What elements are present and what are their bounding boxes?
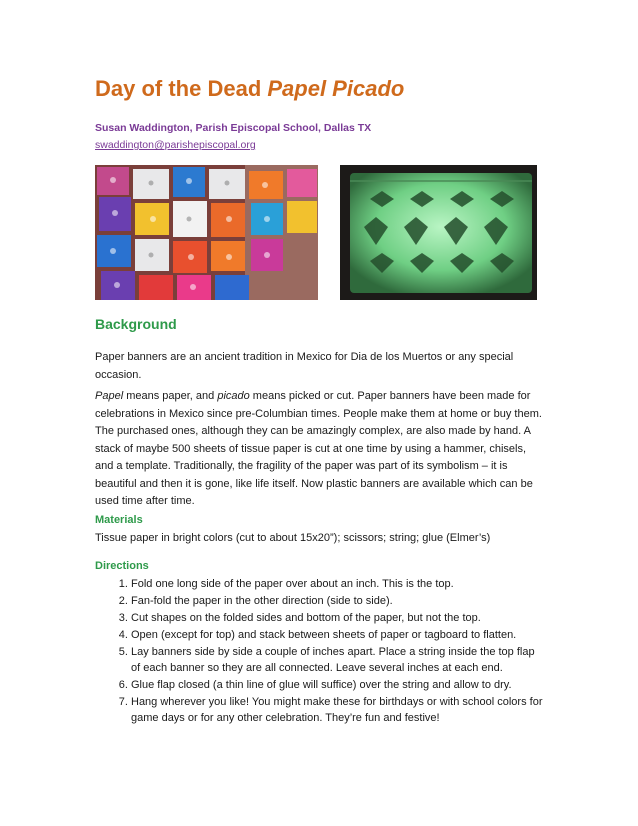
paragraph-text-1: means paper, and [123, 390, 218, 402]
background-paragraph-2 [95, 388, 545, 511]
directions-list [95, 576, 545, 727]
direction-step: 4. Open (except for top) and stack between sheets of paper or tagboard to flatten. [131, 627, 545, 643]
background-heading: Background [95, 316, 177, 332]
document-title [95, 76, 404, 102]
direction-step: 3. Cut shapes on the folded sides and bottom of the paper, but not the top. [131, 610, 545, 626]
direction-step: 2. Fan-fold the paper in the other direction (side to side). [131, 593, 545, 609]
direction-step: 1. Fold one long side of the paper over about an inch. This is the top. [131, 576, 545, 592]
direction-step: 7. Hang wherever you like! You might make these for birthdays or with school colors for game days or for any other celebration. They’re fun and festive! [131, 694, 545, 726]
papel-picado-photo-colorful [95, 165, 318, 300]
author-line: Susan Waddington, Parish Episcopal School, Dallas TX [95, 122, 372, 134]
papel-picado-photo-green [340, 165, 537, 300]
directions-heading: Directions [95, 560, 149, 572]
word-picado: picado [217, 390, 250, 402]
word-papel: Papel [95, 390, 124, 402]
paragraph-text-2: means picked or cut. Paper banners have been made for celebrations in Mexico since pre-Columbian times. People make them at home or buy them. The purchased ones, although they can be amazingly complex, are also made by hand. A stack of maybe 500 sheets of tissue paper is cut at one time by using a hammer, chisels, and a template. Traditionally, the fragility of the paper was part of its symbolism – it is beautiful and then it is gone, like life itself. Now plastic banners are available which can be used time after time. [95, 390, 542, 507]
title-main: Day of the Dead [95, 76, 268, 101]
direction-step: 5. Lay banners side by side a couple of inches apart. Place a string inside the top flap of each banner so they are all connected. Leave several inches at each end. [131, 644, 545, 676]
materials-heading: Materials [95, 514, 143, 526]
background-paragraph-1: Paper banners are an ancient tradition in Mexico for Dia de los Muertos or any special occasion. [95, 351, 514, 381]
direction-step: 6. Glue flap closed (a thin line of glue will suffice) over the string and allow to dry. [131, 677, 545, 693]
title-italic: Papel Picado [267, 76, 405, 101]
author-email-link[interactable]: swaddington@parishepiscopal.org [95, 139, 256, 151]
materials-text: Tissue paper in bright colors (cut to about 15x20”); scissors; string; glue (Elmer’s) [95, 532, 491, 544]
